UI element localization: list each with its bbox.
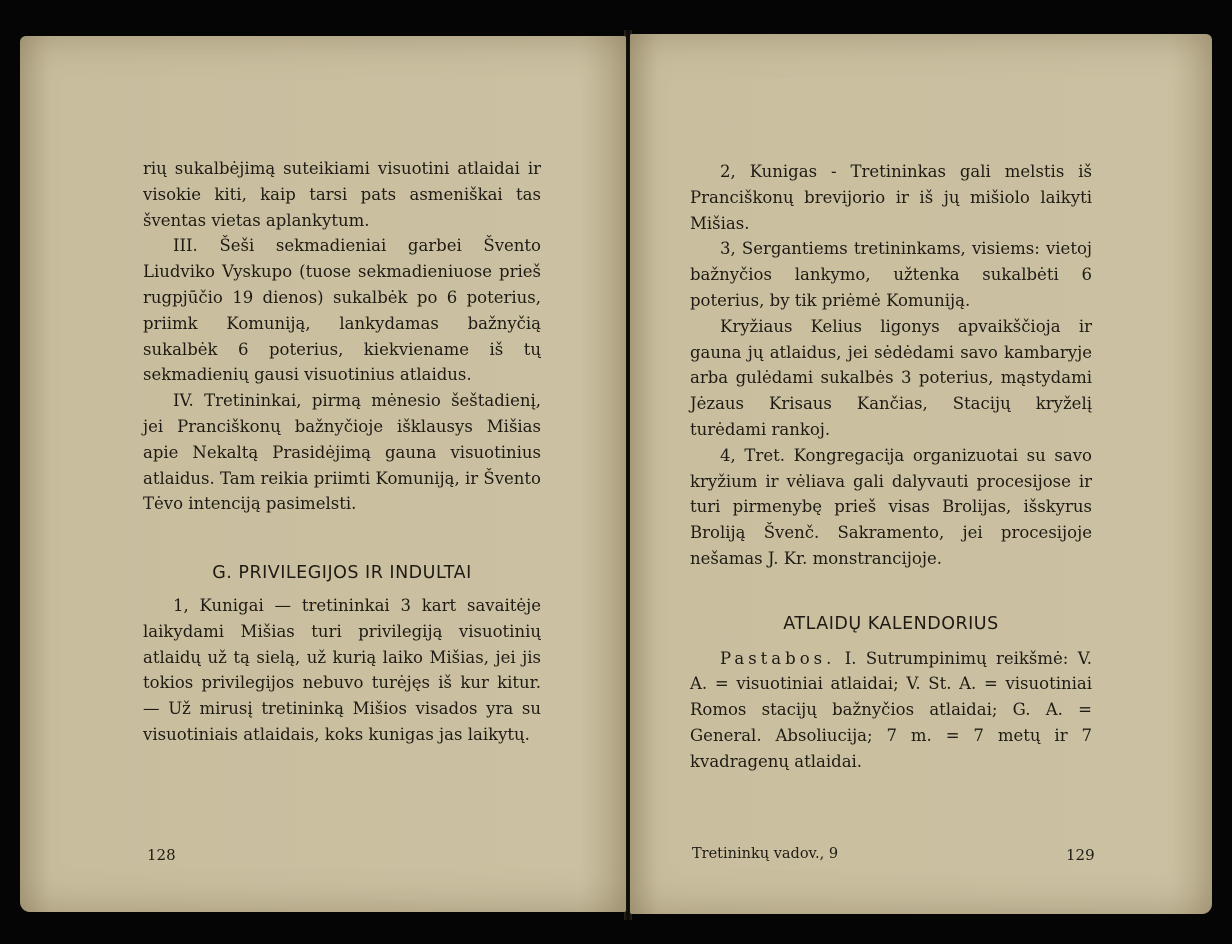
section-heading-kalendorius: ATLAIDŲ KALENDORIUS [783, 613, 999, 634]
right-paragraph-4: 4, Tret. Kongregacija organizuotai su savo kryžium ir vėliava gali dalyvauti procesijose ir turi pirmenybę prieš visas Brolijas, išskyrus Broliją Švenč. Sakramento, jei procesijoje nešamas J. Kr. monstrancijoje. [690, 445, 1092, 568]
page-number-right: 129 [1066, 846, 1095, 864]
left-paragraph-1: rių sukalbėjimą suteikiami visuotini atlaidai ir visokie kiti, kaip tarsi pats asmeniškai tas šventas vietas aplankytum. [143, 159, 541, 230]
left-page [20, 36, 626, 912]
left-paragraph-4: 1, Kunigai — tretininkai 3 kart savaitėje laikydami Mišias turi privilegiją visuotinių atlaidų už tą sielą, už kurią laiko Mišias, jei jis tokios privilegijos nebuvo turėjęs iš kur kitur. — Už mirusį tretininką Mišios visados yra su visuotiniais atlaidais, koks kunigas jas laikytų. [143, 595, 541, 744]
right-page-text [690, 159, 1092, 775]
left-page-text [143, 156, 541, 748]
right-paragraph-3: Kryžiaus Kelius ligonys apvaikščioja ir gauna jų atlaidus, jei sėdėdami savo kambaryje arba gulėdami sukalbės 3 poterius, mąstydami Jėzaus Krisaus Kančias, Stacijų kryželį turėdami rankoj. [690, 316, 1092, 439]
left-paragraph-2: III. Šeši sekmadieniai garbei Švento Liudviko Vyskupo (tuose sekmadieniuose prieš rugpjūčio 19 dienos) sukalbėk po 6 poterius, priimk Komuniją, lankydamas bažnyčią sukalbėk 6 poterius, kiekviename iš tų sekmadienių gausi visuotinius atlaidus. [143, 236, 541, 385]
page-number-left: 128 [147, 846, 176, 864]
section-heading-privilegijos: G. PRIVILEGIJOS IR INDULTAI [212, 563, 472, 584]
signature-mark: Tretininkų vadov., 9 [692, 846, 839, 862]
note-text: I. Sutrumpinimų reikšmė: V. A. = visuotiniai atlaidai; V. St. A. = visuotiniai Romos stacijų bažnyčios atlaidai; G. A. = General. Absoliucija; 7 m. = 7 metų ir 7 kvadragenų atlaidai. [690, 648, 1092, 771]
note-label: Pastabos. [720, 648, 836, 668]
right-paragraph-note [690, 646, 1092, 775]
right-page [630, 34, 1212, 914]
right-paragraph-2: 3, Sergantiems tretininkams, visiems: vietoj bažnyčios lankymo, užtenka sukalbėti 6 poterius, by tik priėmė Komuniją. [690, 239, 1092, 310]
left-paragraph-3: IV. Tretininkai, pirmą mėnesio šeštadienį, jei Pranciškonų bažnyčioje išklausys Mišias apie Nekaltą Prasidėjimą gauna visuotinius atlaidus. Tam reikia priimti Komuniją, ir Švento Tėvo intenciją pasimelsti. [143, 391, 541, 514]
right-paragraph-1: 2, Kunigas - Tretininkas gali melstis iš Pranciškonų brevijorio ir iš jų mišiolo laikyti Mišias. [690, 162, 1092, 233]
